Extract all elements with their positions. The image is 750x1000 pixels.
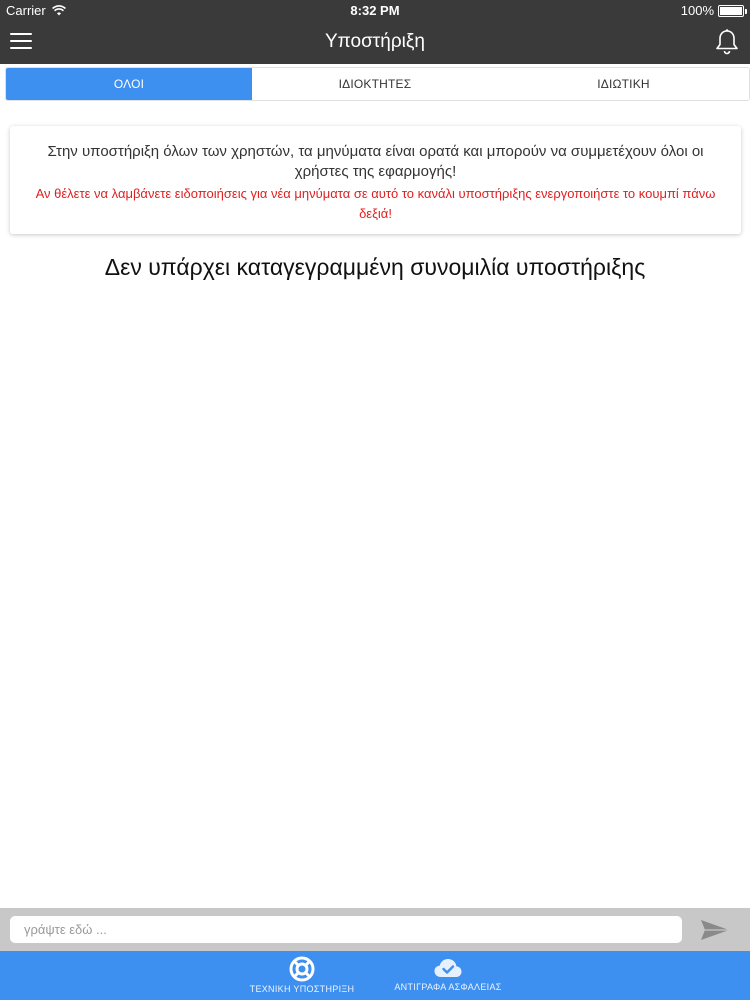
send-icon-graphic: [698, 917, 732, 943]
tab-private[interactable]: ΙΔΙΩΤΙΚΗ: [597, 77, 650, 91]
lifebuoy-icon: [289, 956, 315, 982]
tab-backups-label: ΑΝΤΙΓΡΑΦΑ ΑΣΦΑΛΕΙΑΣ: [394, 982, 502, 992]
battery-percent: 100%: [680, 3, 714, 18]
status-bar: [0, 0, 750, 22]
bottom-tab-bar: [0, 951, 750, 1000]
info-main-text: Στην υποστήριξη όλων των χρηστών, τα μηνύματα είναι ορατά και μπορούν να συμμετέχουν όλοι οι χρήστες της εφαρμογής!: [47, 143, 704, 180]
tab-owners[interactable]: ΙΔΙΟΚΤΗΤΕΣ: [338, 77, 412, 91]
message-input[interactable]: [10, 916, 682, 943]
send-icon[interactable]: [698, 917, 732, 943]
segment-tabs: [5, 67, 750, 101]
info-card: [10, 126, 741, 234]
empty-conversation-message: Δεν υπάρχει καταγεγραμμένη συνομιλία υποστήριξης: [104, 254, 646, 280]
carrier-label: Carrier: [6, 3, 46, 18]
info-warning-text: Αν θέλετε να λαμβάνετε ειδοποιήσεις για νέα μηνύματα σε αυτό το κανάλι υποστήριξης ενεργοποιήστε το κουμπί πάνω δεξιά!: [35, 186, 716, 221]
tab-all[interactable]: ΟΛΟΙ: [6, 68, 252, 100]
page-title: Υποστήριξη: [325, 31, 425, 52]
bell-icon[interactable]: [714, 28, 740, 56]
tab-backups[interactable]: [380, 951, 516, 1000]
nav-bar: [0, 22, 750, 64]
message-composer: [0, 908, 750, 951]
tab-technical-support[interactable]: [232, 951, 372, 1000]
bell-icon-graphic: [714, 28, 740, 56]
battery-icon: [718, 5, 744, 17]
cloud-check-icon: [433, 956, 463, 980]
status-time: 8:32 PM: [350, 3, 400, 18]
status-right: [681, 3, 744, 18]
tab-technical-support-label: ΤΕΧΝΙΚΗ ΥΠΟΣΤΗΡΙΞΗ: [249, 984, 355, 994]
